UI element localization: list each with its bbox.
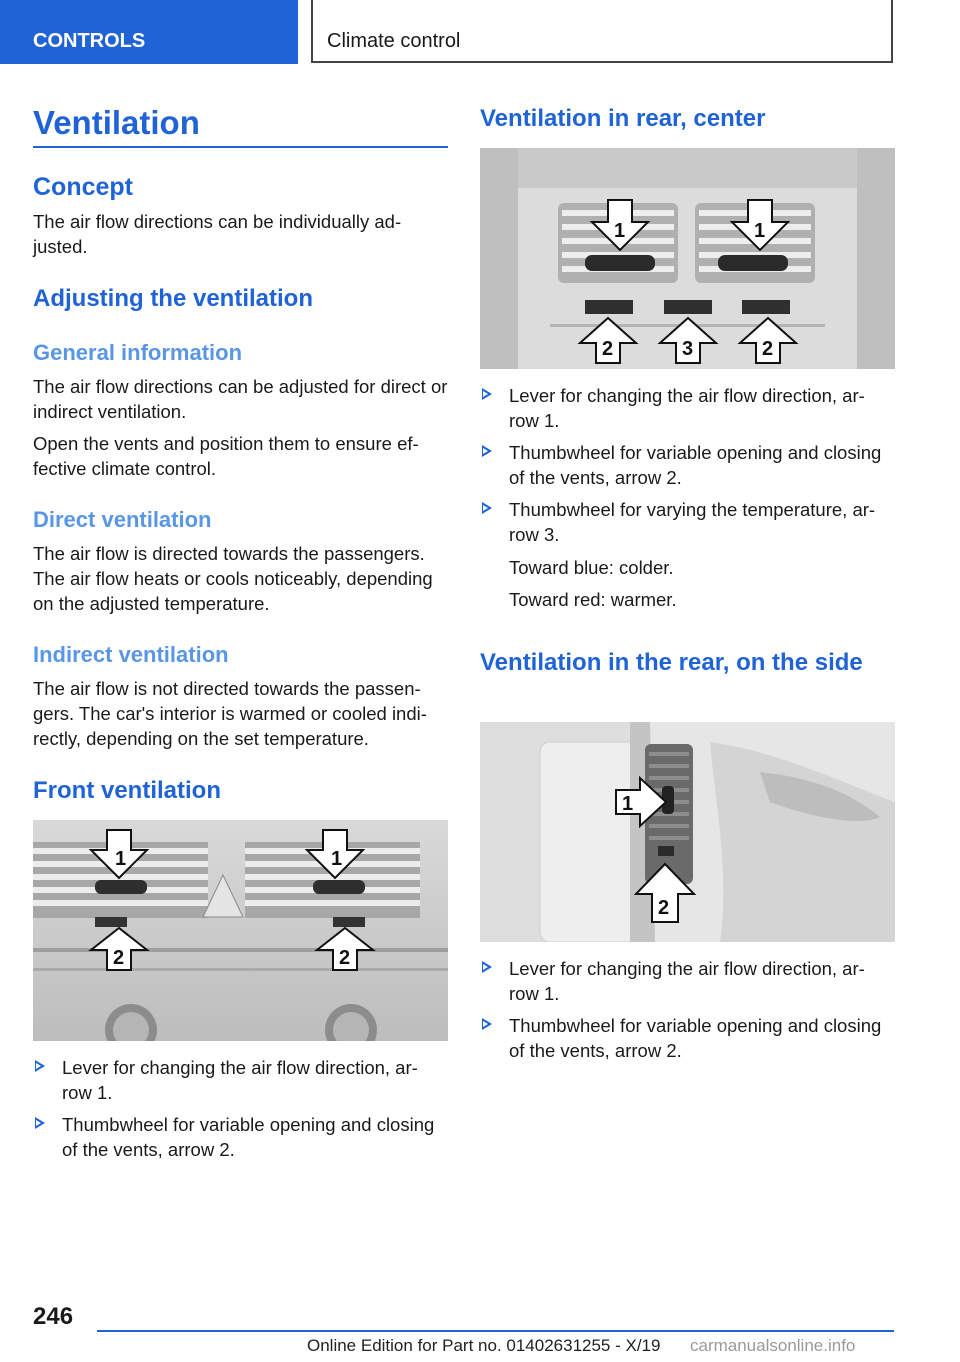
rear-side-vent-photo: [480, 722, 895, 942]
center-callout-3: 3: [682, 338, 694, 360]
bullet-triangle-icon: [482, 1018, 492, 1030]
temperature-warmer-note: Toward red: warmer.: [509, 589, 677, 610]
section-tab: [0, 0, 298, 64]
section-label: CONTROLS: [33, 30, 146, 52]
list-item: Thumbwheel for variable opening and closing of the vents, arrow 2.: [480, 440, 895, 490]
side-callout-1: 1: [622, 793, 634, 815]
rear-center-vents-photo: [480, 148, 895, 369]
center-callout-2a: 2: [602, 338, 614, 360]
rear-side-list: [480, 956, 895, 1070]
list-item: Lever for changing the air flow direction, ar‐ row 1.: [33, 1055, 448, 1105]
bullet-triangle-icon: [482, 388, 492, 400]
front-callout-1b: 1: [331, 848, 343, 870]
indirect-ventilation-text: The air flow is not directed towards the passen‐ gers. The car's interior is warmed or cooled indi‐ rectly, depending on the set temperature.: [33, 678, 427, 749]
title-rule: [33, 146, 448, 148]
rear-center-heading: Ventilation in rear, center: [480, 105, 766, 132]
chapter-tab: [311, 0, 893, 63]
bullet-triangle-icon: [482, 502, 492, 514]
side-callout-2: 2: [658, 897, 670, 919]
list-item: Thumbwheel for varying the temperature, ar‐ row 3.: [480, 497, 895, 547]
rear-center-list: [480, 383, 895, 554]
chapter-label: Climate control: [327, 30, 461, 52]
front-callout-2a: 2: [113, 947, 125, 969]
general-info-text-1: The air flow directions can be adjusted for direct or indirect ventilation.: [33, 376, 448, 422]
rear-side-heading: Ventilation in the rear, on the side: [480, 649, 863, 676]
general-info-heading: General information: [33, 340, 243, 365]
direct-ventilation-text: The air flow is directed towards the passengers. The air flow heats or cools noticeably, depending on the adjusted temperature.: [33, 543, 433, 614]
bullet-triangle-icon: [482, 445, 492, 457]
front-callout-1a: 1: [115, 848, 127, 870]
concept-heading: Concept: [33, 173, 133, 201]
general-info-text-2: Open the vents and position them to ensure ef‐ fective climate control.: [33, 433, 419, 479]
front-callout-2b: 2: [339, 947, 351, 969]
list-item: Lever for changing the air flow direction, ar‐ row 1.: [480, 383, 895, 433]
list-item: Thumbwheel for variable opening and closing of the vents, arrow 2.: [33, 1112, 448, 1162]
direct-ventilation-heading: Direct ventilation: [33, 507, 212, 532]
bullet-triangle-icon: [35, 1060, 45, 1072]
adjusting-heading: Adjusting the ventilation: [33, 285, 313, 312]
list-item: Lever for changing the air flow direction, ar‐ row 1.: [480, 956, 895, 1006]
center-callout-1a: 1: [614, 220, 626, 242]
temperature-colder-note: Toward blue: colder.: [509, 557, 674, 578]
center-callout-2b: 2: [762, 338, 774, 360]
edition-text: Online Edition for Part no. 01402631255 - X/19: [307, 1336, 661, 1355]
front-ventilation-heading: Front ventilation: [33, 777, 221, 804]
bullet-triangle-icon: [482, 961, 492, 973]
front-ventilation-list: [33, 1055, 448, 1169]
front-vents-photo: [33, 820, 448, 1041]
bullet-triangle-icon: [35, 1117, 45, 1129]
list-item: Thumbwheel for variable opening and closing of the vents, arrow 2.: [480, 1013, 895, 1063]
page-number: 246: [33, 1303, 74, 1330]
center-callout-1b: 1: [754, 220, 766, 242]
watermark-text: carmanualsonline.info: [690, 1336, 856, 1355]
concept-text: The air flow directions can be individually ad‐ justed.: [33, 211, 402, 257]
page-title: Ventilation: [33, 104, 200, 141]
footer-rule: [97, 1330, 894, 1332]
indirect-ventilation-heading: Indirect ventilation: [33, 642, 229, 667]
